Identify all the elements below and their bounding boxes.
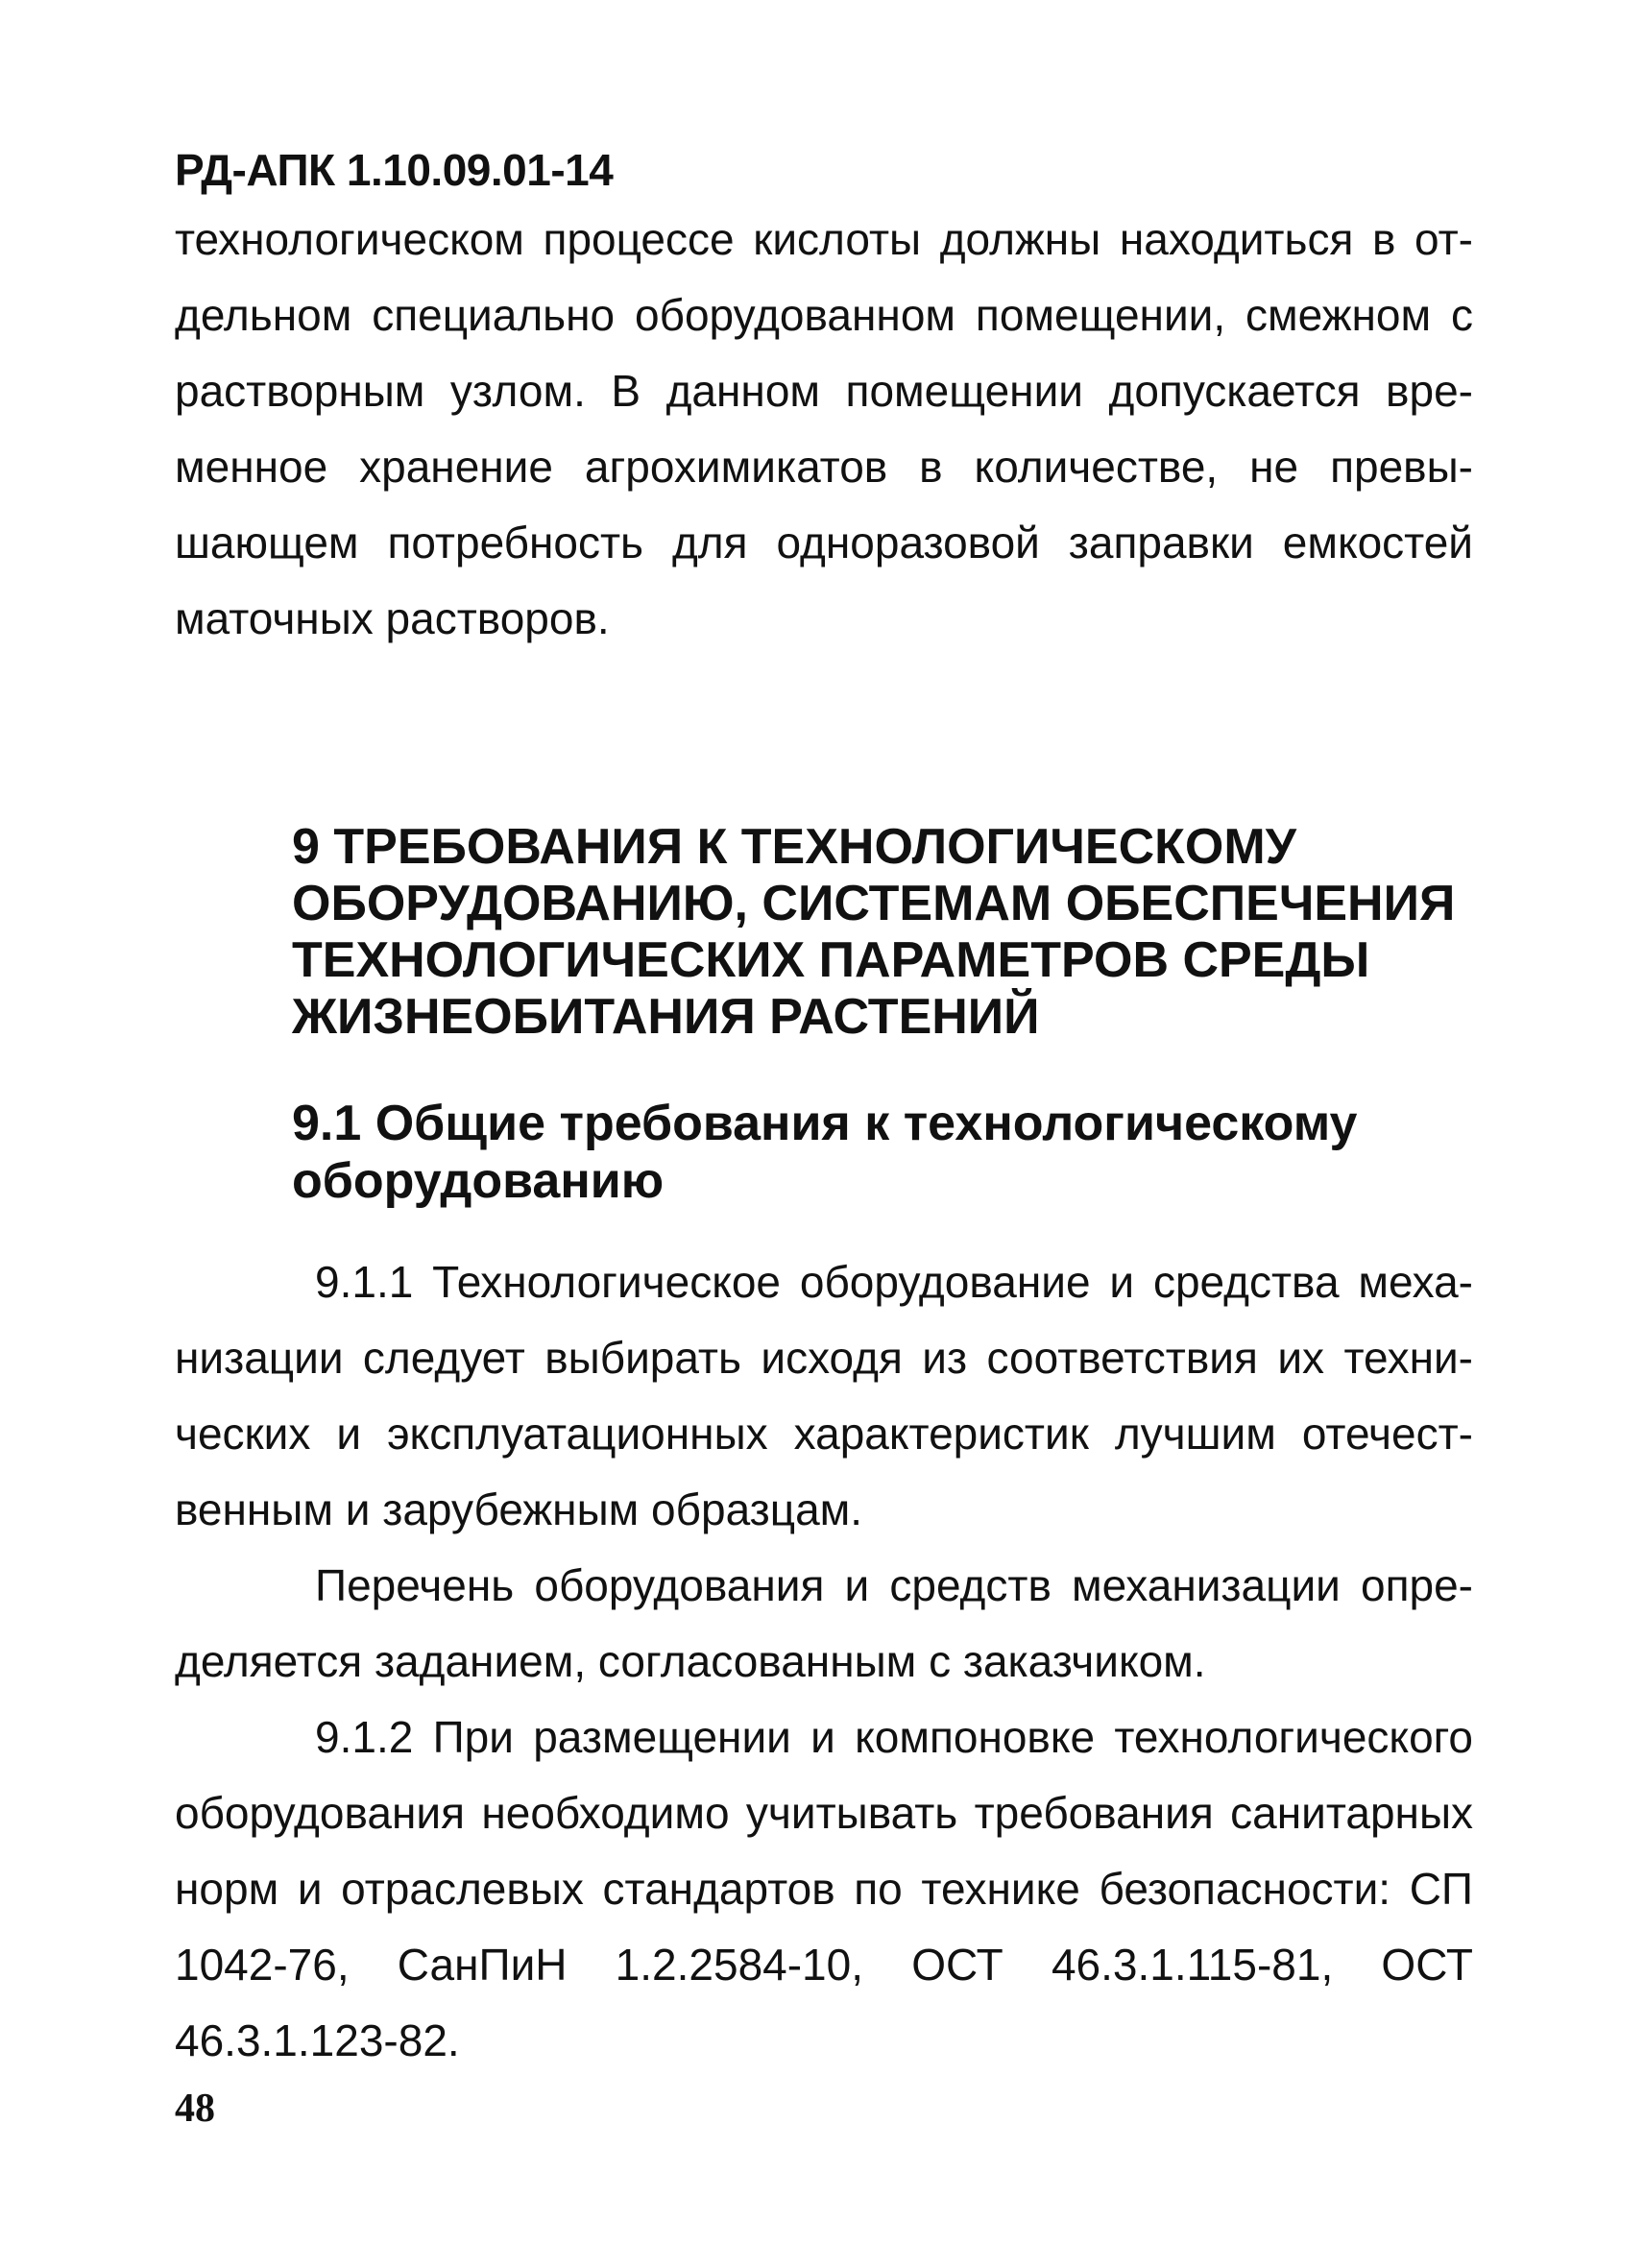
- paragraph-9-1-1: 9.1.1 Технологическое оборудование и средства механизации следует выбирать исходя из соответствия их технических и эксплуатационных характеристик лучшим отечественным и зарубежным образцам.: [175, 1257, 1473, 1534]
- continuation-paragraph: технологическом процессе кислоты должны находиться в отдельном специально оборудованном помещении, смежном с растворным узлом. В данном помещении допускается временное хранение агрохимикатов в количестве, не превышающем потребность для одноразовой заправки емкостей маточных растворов.: [175, 214, 1473, 643]
- paragraph-equipment-list: Перечень оборудования и средств механизации определяется заданием, согласованным с заказчиком.: [175, 1560, 1473, 1686]
- section-9-heading: 9 ТРЕБОВАНИЯ К ТЕХНОЛОГИЧЕСКОМУ ОБОРУДОВАНИЮ, СИСТЕМАМ ОБЕСПЕЧЕНИЯ ТЕХНОЛОГИЧЕСКИХ ПАРАМЕТРОВ СРЕДЫ ЖИЗНЕОБИТАНИЯ РАСТЕНИЙ: [292, 819, 1456, 1045]
- document-code-header: РД-АПК 1.10.09.01-14: [175, 145, 614, 195]
- paragraph-9-1-2: 9.1.2 При размещении и компоновке технологического оборудования необходимо учитывать требования санитарных норм и отраслевых стандартов по технике безопасности: СП 1042-76, СанПиН 1.2.2584-10, ОСТ 46.3.1.115-81, ОСТ 46.3.1.123-82.: [175, 1712, 1473, 2065]
- subsection-9-1-heading: 9.1 Общие требования к технологическому оборудованию: [292, 1096, 1358, 1209]
- page-number: 48: [175, 2087, 215, 2131]
